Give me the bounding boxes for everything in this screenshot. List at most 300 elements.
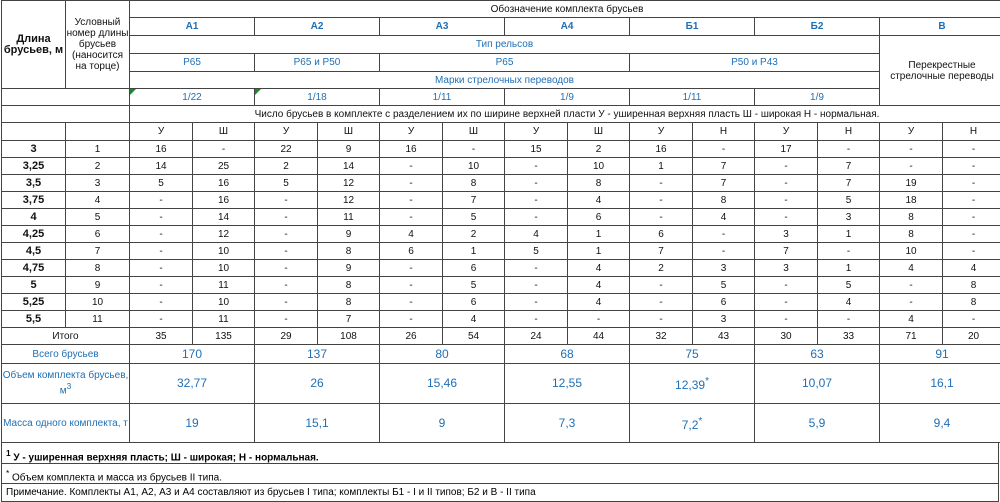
length-cell: 4 bbox=[2, 209, 66, 226]
count-cell: - bbox=[630, 192, 693, 209]
switch-mark: 1/11 bbox=[630, 89, 755, 106]
summary-cell bbox=[380, 364, 505, 404]
summary-value: 5,9 bbox=[808, 415, 826, 430]
note-text: Объем комплекта и масса из брусьев II типа. bbox=[12, 472, 222, 484]
count-cell: - bbox=[380, 260, 443, 277]
count-cell: 10 bbox=[193, 260, 255, 277]
count-cell: - bbox=[630, 209, 693, 226]
notes bbox=[1, 443, 999, 502]
count-cell: - bbox=[943, 209, 1000, 226]
table-row bbox=[2, 294, 1000, 311]
count-cell: 9 bbox=[318, 141, 380, 158]
set-a2: А2 bbox=[255, 18, 380, 36]
count-cell: 4 bbox=[943, 260, 1000, 277]
number-cell: 4 bbox=[66, 192, 130, 209]
count-cell: 19 bbox=[880, 175, 943, 192]
total-label: Итого bbox=[2, 328, 130, 345]
count-cell: 5 bbox=[505, 243, 568, 260]
count-cell: 8 bbox=[943, 277, 1000, 294]
width-code: Н bbox=[818, 123, 880, 141]
summary-cell bbox=[255, 364, 380, 404]
note-1 bbox=[2, 443, 998, 463]
summary-row bbox=[2, 404, 1000, 443]
count-cell: - bbox=[130, 294, 193, 311]
count-cell: - bbox=[943, 226, 1000, 243]
summary-cell bbox=[255, 345, 380, 364]
volume-label: Объем комплекта брусьев, м bbox=[2, 370, 129, 397]
count-cell: 4 bbox=[505, 226, 568, 243]
summary-cell bbox=[505, 345, 630, 364]
count-cell: - bbox=[380, 209, 443, 226]
count-cell: - bbox=[505, 260, 568, 277]
count-cell: - bbox=[755, 158, 818, 175]
length-cell: 4,5 bbox=[2, 243, 66, 260]
number-cell: 11 bbox=[66, 311, 130, 328]
rail-type: Р65 bbox=[130, 54, 255, 72]
width-code: У bbox=[505, 123, 568, 141]
count-cell: 8 bbox=[693, 192, 755, 209]
count-cell: - bbox=[130, 260, 193, 277]
count-cell: - bbox=[693, 243, 755, 260]
count-cell: 4 bbox=[443, 311, 505, 328]
count-cell: - bbox=[380, 175, 443, 192]
count-cell: 3 bbox=[818, 209, 880, 226]
count-cell: - bbox=[255, 294, 318, 311]
rail-type-label: Тип рельсов bbox=[130, 36, 880, 54]
count-cell: - bbox=[818, 243, 880, 260]
summary-value: 170 bbox=[181, 346, 203, 361]
count-cell: - bbox=[255, 311, 318, 328]
count-cell: 5 bbox=[818, 192, 880, 209]
count-cell: 8 bbox=[443, 175, 505, 192]
set-v: В bbox=[880, 18, 1000, 36]
summary-cell bbox=[880, 404, 1000, 443]
summary-value: 15,46 bbox=[426, 376, 458, 390]
length-cell: 3 bbox=[2, 141, 66, 158]
width-code: У bbox=[755, 123, 818, 141]
switch-mark: 1/11 bbox=[380, 89, 505, 106]
number-cell: 8 bbox=[66, 260, 130, 277]
count-cell: 9 bbox=[318, 226, 380, 243]
count-cell: - bbox=[880, 277, 943, 294]
number-cell: 7 bbox=[66, 243, 130, 260]
rail-type: Р65 bbox=[380, 54, 630, 72]
data-rows bbox=[2, 141, 1000, 328]
count-cell: - bbox=[693, 226, 755, 243]
total-cell: 108 bbox=[318, 328, 380, 345]
switch-mark: 1/18 bbox=[255, 89, 380, 106]
table-row bbox=[2, 175, 1000, 192]
count-cell: 3 bbox=[755, 226, 818, 243]
summary-value: 68 bbox=[560, 346, 574, 361]
count-cell: 6 bbox=[443, 294, 505, 311]
width-codes-row bbox=[2, 123, 1000, 141]
count-cell: 1 bbox=[818, 260, 880, 277]
count-cell: 6 bbox=[443, 260, 505, 277]
count-cell: 5 bbox=[693, 277, 755, 294]
length-cell: 5 bbox=[2, 277, 66, 294]
count-cell: - bbox=[943, 175, 1000, 192]
number-cell: 6 bbox=[66, 226, 130, 243]
count-cell: - bbox=[130, 277, 193, 294]
summary-row bbox=[2, 345, 1000, 364]
set-b2: Б2 bbox=[755, 18, 880, 36]
count-cell: - bbox=[755, 311, 818, 328]
count-cell: - bbox=[380, 192, 443, 209]
count-cell: 4 bbox=[380, 226, 443, 243]
count-cell: 10 bbox=[193, 294, 255, 311]
table-row bbox=[2, 311, 1000, 328]
summary-value: 9,4 bbox=[933, 415, 951, 430]
table-row bbox=[2, 209, 1000, 226]
note-mark: 1 bbox=[6, 448, 11, 458]
total-cell: 29 bbox=[255, 328, 318, 345]
count-cell: 2 bbox=[255, 158, 318, 175]
spacer bbox=[2, 106, 130, 123]
number-cell: 2 bbox=[66, 158, 130, 175]
count-cell: - bbox=[380, 277, 443, 294]
count-cell: - bbox=[255, 226, 318, 243]
count-cell: - bbox=[255, 209, 318, 226]
total-cell: 30 bbox=[755, 328, 818, 345]
note-2 bbox=[2, 463, 998, 483]
switch-marks-label: Марки стрелочных переводов bbox=[130, 72, 880, 89]
count-cell: - bbox=[193, 141, 255, 158]
count-cell: 16 bbox=[193, 192, 255, 209]
summary-value: 12,55 bbox=[551, 376, 583, 390]
summary-value: 10,07 bbox=[801, 376, 833, 390]
summary-row bbox=[2, 364, 1000, 404]
total-cell: 24 bbox=[505, 328, 568, 345]
number-cell: 1 bbox=[66, 141, 130, 158]
count-cell: 4 bbox=[568, 294, 630, 311]
count-cell: 16 bbox=[130, 141, 193, 158]
summary-value: 137 bbox=[306, 346, 328, 361]
summary-cell bbox=[630, 345, 755, 364]
length-cell: 3,5 bbox=[2, 175, 66, 192]
note-mark: * bbox=[6, 468, 10, 478]
count-cell: - bbox=[943, 158, 1000, 175]
table-row bbox=[2, 226, 1000, 243]
count-cell: - bbox=[818, 141, 880, 158]
set-a1: А1 bbox=[130, 18, 255, 36]
count-cell: - bbox=[630, 277, 693, 294]
count-cell: 7 bbox=[318, 311, 380, 328]
summary-cell bbox=[630, 364, 755, 404]
count-cell: 2 bbox=[443, 226, 505, 243]
summary-value: 91 bbox=[935, 346, 949, 361]
count-cell: - bbox=[443, 141, 505, 158]
count-cell: - bbox=[505, 209, 568, 226]
width-code: Ш bbox=[193, 123, 255, 141]
count-cell: 8 bbox=[880, 209, 943, 226]
count-cell: - bbox=[630, 294, 693, 311]
set-a4: А4 bbox=[505, 18, 630, 36]
total-cell: 71 bbox=[880, 328, 943, 345]
summary-cell bbox=[880, 345, 1000, 364]
table-row bbox=[2, 158, 1000, 175]
number-cell: 3 bbox=[66, 175, 130, 192]
summary-value: 16,1 bbox=[930, 376, 954, 390]
count-cell: - bbox=[505, 158, 568, 175]
count-cell: 4 bbox=[568, 277, 630, 294]
total-cell: 20 bbox=[943, 328, 1000, 345]
count-cell: 8 bbox=[318, 277, 380, 294]
switch-mark: 1/9 bbox=[755, 89, 880, 106]
total-cell: 26 bbox=[380, 328, 443, 345]
total-row bbox=[2, 328, 1000, 345]
count-cell: 12 bbox=[193, 226, 255, 243]
summary-cell bbox=[255, 404, 380, 443]
count-label: Число брусьев в комплекте с разделением их по ширине верхней пласти У - уширенная верхняя пласть Ш - широкая Н - нормальная. bbox=[130, 106, 1000, 123]
count-cell: - bbox=[255, 243, 318, 260]
count-cell: 4 bbox=[880, 311, 943, 328]
count-cell: 2 bbox=[630, 260, 693, 277]
summary-label: Масса одного комплекта, т bbox=[2, 404, 130, 443]
count-cell: 12 bbox=[318, 175, 380, 192]
summary-cell bbox=[130, 404, 255, 443]
count-cell: - bbox=[755, 277, 818, 294]
count-cell: - bbox=[630, 175, 693, 192]
count-cell: 7 bbox=[630, 243, 693, 260]
count-cell: 5 bbox=[255, 175, 318, 192]
width-code: У bbox=[630, 123, 693, 141]
count-cell: - bbox=[130, 311, 193, 328]
summary-cell bbox=[505, 364, 630, 404]
timber-sets-table bbox=[1, 0, 1000, 443]
length-cell: 4,75 bbox=[2, 260, 66, 277]
count-cell: 4 bbox=[693, 209, 755, 226]
count-cell: - bbox=[505, 277, 568, 294]
length-cell: 4,25 bbox=[2, 226, 66, 243]
count-cell: - bbox=[880, 158, 943, 175]
width-code: У bbox=[880, 123, 943, 141]
set-b1: Б1 bbox=[630, 18, 755, 36]
number-header: Условный номер длины брусьев (наносится на торце) bbox=[66, 1, 130, 89]
count-cell: 10 bbox=[880, 243, 943, 260]
summary-value: 80 bbox=[435, 346, 449, 361]
spacer bbox=[66, 123, 130, 141]
total-cell: 33 bbox=[818, 328, 880, 345]
count-cell: 3 bbox=[693, 260, 755, 277]
number-cell: 5 bbox=[66, 209, 130, 226]
length-cell: 5,25 bbox=[2, 294, 66, 311]
count-cell: 22 bbox=[255, 141, 318, 158]
star-mark: * bbox=[705, 376, 709, 387]
summary-value: 63 bbox=[810, 346, 824, 361]
summary-value: 15,1 bbox=[305, 415, 329, 430]
count-cell: 16 bbox=[193, 175, 255, 192]
count-cell: 14 bbox=[318, 158, 380, 175]
count-cell: - bbox=[693, 141, 755, 158]
count-cell: 5 bbox=[443, 209, 505, 226]
count-cell: 2 bbox=[568, 141, 630, 158]
count-cell: - bbox=[630, 311, 693, 328]
switch-mark: 1/9 bbox=[505, 89, 630, 106]
count-cell: - bbox=[130, 192, 193, 209]
summary-value: 7,3 bbox=[558, 415, 576, 430]
length-cell: 3,75 bbox=[2, 192, 66, 209]
spacer bbox=[2, 123, 66, 141]
summary-value: 26 bbox=[310, 376, 324, 390]
length-cell: 5,5 bbox=[2, 311, 66, 328]
width-code: У bbox=[255, 123, 318, 141]
table-row bbox=[2, 192, 1000, 209]
count-cell: 14 bbox=[193, 209, 255, 226]
count-cell: 10 bbox=[193, 243, 255, 260]
width-code: Ш bbox=[568, 123, 630, 141]
count-cell: 8 bbox=[318, 294, 380, 311]
count-cell: 25 bbox=[193, 158, 255, 175]
count-cell: 4 bbox=[818, 294, 880, 311]
switch-mark: 1/22 bbox=[130, 89, 255, 106]
count-cell: 7 bbox=[755, 243, 818, 260]
total-cell: 43 bbox=[693, 328, 755, 345]
summary-cell bbox=[505, 404, 630, 443]
summary-value: 9 bbox=[438, 415, 446, 430]
table-row bbox=[2, 260, 1000, 277]
count-cell: - bbox=[505, 192, 568, 209]
count-cell: - bbox=[880, 294, 943, 311]
summary-cell bbox=[380, 404, 505, 443]
rail-type: Р65 и Р50 bbox=[255, 54, 380, 72]
number-cell: 9 bbox=[66, 277, 130, 294]
count-cell: 4 bbox=[568, 192, 630, 209]
count-cell: 1 bbox=[630, 158, 693, 175]
total-cell: 135 bbox=[193, 328, 255, 345]
count-cell: 7 bbox=[693, 158, 755, 175]
count-cell: - bbox=[380, 158, 443, 175]
count-cell: 14 bbox=[130, 158, 193, 175]
set-designation-header: Обозначение комплекта брусьев bbox=[130, 1, 1000, 18]
count-cell: - bbox=[255, 277, 318, 294]
count-cell: - bbox=[755, 294, 818, 311]
count-cell: 8 bbox=[568, 175, 630, 192]
count-cell: 8 bbox=[943, 294, 1000, 311]
summary-cell bbox=[630, 404, 755, 443]
set-a3: А3 bbox=[380, 18, 505, 36]
count-cell: 3 bbox=[755, 260, 818, 277]
count-cell: - bbox=[755, 192, 818, 209]
count-cell: - bbox=[130, 226, 193, 243]
table-row bbox=[2, 277, 1000, 294]
count-cell: 10 bbox=[443, 158, 505, 175]
count-cell: 11 bbox=[318, 209, 380, 226]
summary-value: 32,77 bbox=[176, 376, 208, 390]
count-cell: - bbox=[505, 175, 568, 192]
count-cell: - bbox=[880, 141, 943, 158]
summary-label bbox=[2, 364, 130, 404]
count-cell: 4 bbox=[880, 260, 943, 277]
summary-cell bbox=[130, 345, 255, 364]
summary-value: 19 bbox=[185, 415, 199, 430]
count-cell: 17 bbox=[755, 141, 818, 158]
note-text: У - уширенная верхняя пласть; Ш - широкая; Н - нормальная. bbox=[13, 452, 319, 464]
count-cell: 7 bbox=[818, 158, 880, 175]
total-cell: 35 bbox=[130, 328, 193, 345]
summary-cell bbox=[755, 345, 880, 364]
count-cell: - bbox=[505, 294, 568, 311]
summary-cell bbox=[755, 404, 880, 443]
count-cell: - bbox=[505, 311, 568, 328]
summary-value: 12,39 bbox=[675, 378, 706, 392]
count-cell: 11 bbox=[193, 277, 255, 294]
count-cell: 1 bbox=[818, 226, 880, 243]
count-cell: - bbox=[130, 243, 193, 260]
count-cell: - bbox=[380, 311, 443, 328]
summary-label: Всего брусьев bbox=[2, 345, 130, 364]
count-cell: 6 bbox=[568, 209, 630, 226]
count-cell: - bbox=[943, 243, 1000, 260]
number-cell: 10 bbox=[66, 294, 130, 311]
count-cell: 1 bbox=[568, 226, 630, 243]
count-cell: 7 bbox=[818, 175, 880, 192]
summary-cell bbox=[755, 364, 880, 404]
count-cell: 4 bbox=[568, 260, 630, 277]
summary-cell bbox=[380, 345, 505, 364]
count-cell: - bbox=[755, 209, 818, 226]
count-cell: 9 bbox=[318, 260, 380, 277]
count-cell: 5 bbox=[443, 277, 505, 294]
count-cell: - bbox=[130, 209, 193, 226]
count-cell: 11 bbox=[193, 311, 255, 328]
count-cell: 3 bbox=[693, 311, 755, 328]
count-cell: 5 bbox=[130, 175, 193, 192]
count-cell: - bbox=[568, 311, 630, 328]
count-cell: - bbox=[943, 192, 1000, 209]
width-code: Ш bbox=[318, 123, 380, 141]
total-cell: 32 bbox=[630, 328, 693, 345]
count-cell: 16 bbox=[630, 141, 693, 158]
count-cell: 5 bbox=[818, 277, 880, 294]
spacer bbox=[2, 89, 130, 106]
width-code: Ш bbox=[443, 123, 505, 141]
summary-value: 75 bbox=[685, 346, 699, 361]
note-3: Примечание. Комплекты А1, А2, А3 и А4 составляют из брусьев I типа; комплекты Б1 - I и II типов; Б2 и В - II типа bbox=[2, 483, 998, 501]
count-cell: - bbox=[818, 311, 880, 328]
crossing-label: Перекрестные стрелочные переводы bbox=[880, 36, 1000, 106]
total-cell: 54 bbox=[443, 328, 505, 345]
summary-value: 7,2 bbox=[681, 417, 699, 432]
count-cell: 6 bbox=[380, 243, 443, 260]
count-cell: - bbox=[255, 192, 318, 209]
count-cell: 1 bbox=[443, 243, 505, 260]
count-cell: 16 bbox=[380, 141, 443, 158]
count-cell: - bbox=[943, 141, 1000, 158]
width-code: Н bbox=[943, 123, 1000, 141]
count-cell: 7 bbox=[693, 175, 755, 192]
width-code: Н bbox=[693, 123, 755, 141]
total-cell: 44 bbox=[568, 328, 630, 345]
width-code: У bbox=[130, 123, 193, 141]
star-mark: * bbox=[698, 415, 703, 427]
width-code: У bbox=[380, 123, 443, 141]
volume-unit-sup: 3 bbox=[66, 381, 72, 392]
count-cell: - bbox=[255, 260, 318, 277]
count-cell: 8 bbox=[880, 226, 943, 243]
count-cell: 10 bbox=[568, 158, 630, 175]
count-cell: 8 bbox=[318, 243, 380, 260]
count-cell: - bbox=[755, 175, 818, 192]
table-row bbox=[2, 243, 1000, 260]
count-cell: - bbox=[943, 311, 1000, 328]
count-cell: 15 bbox=[505, 141, 568, 158]
count-cell: 18 bbox=[880, 192, 943, 209]
table-row bbox=[2, 141, 1000, 158]
count-cell: 12 bbox=[318, 192, 380, 209]
count-cell: 7 bbox=[443, 192, 505, 209]
rail-type: Р50 и Р43 bbox=[630, 54, 880, 72]
